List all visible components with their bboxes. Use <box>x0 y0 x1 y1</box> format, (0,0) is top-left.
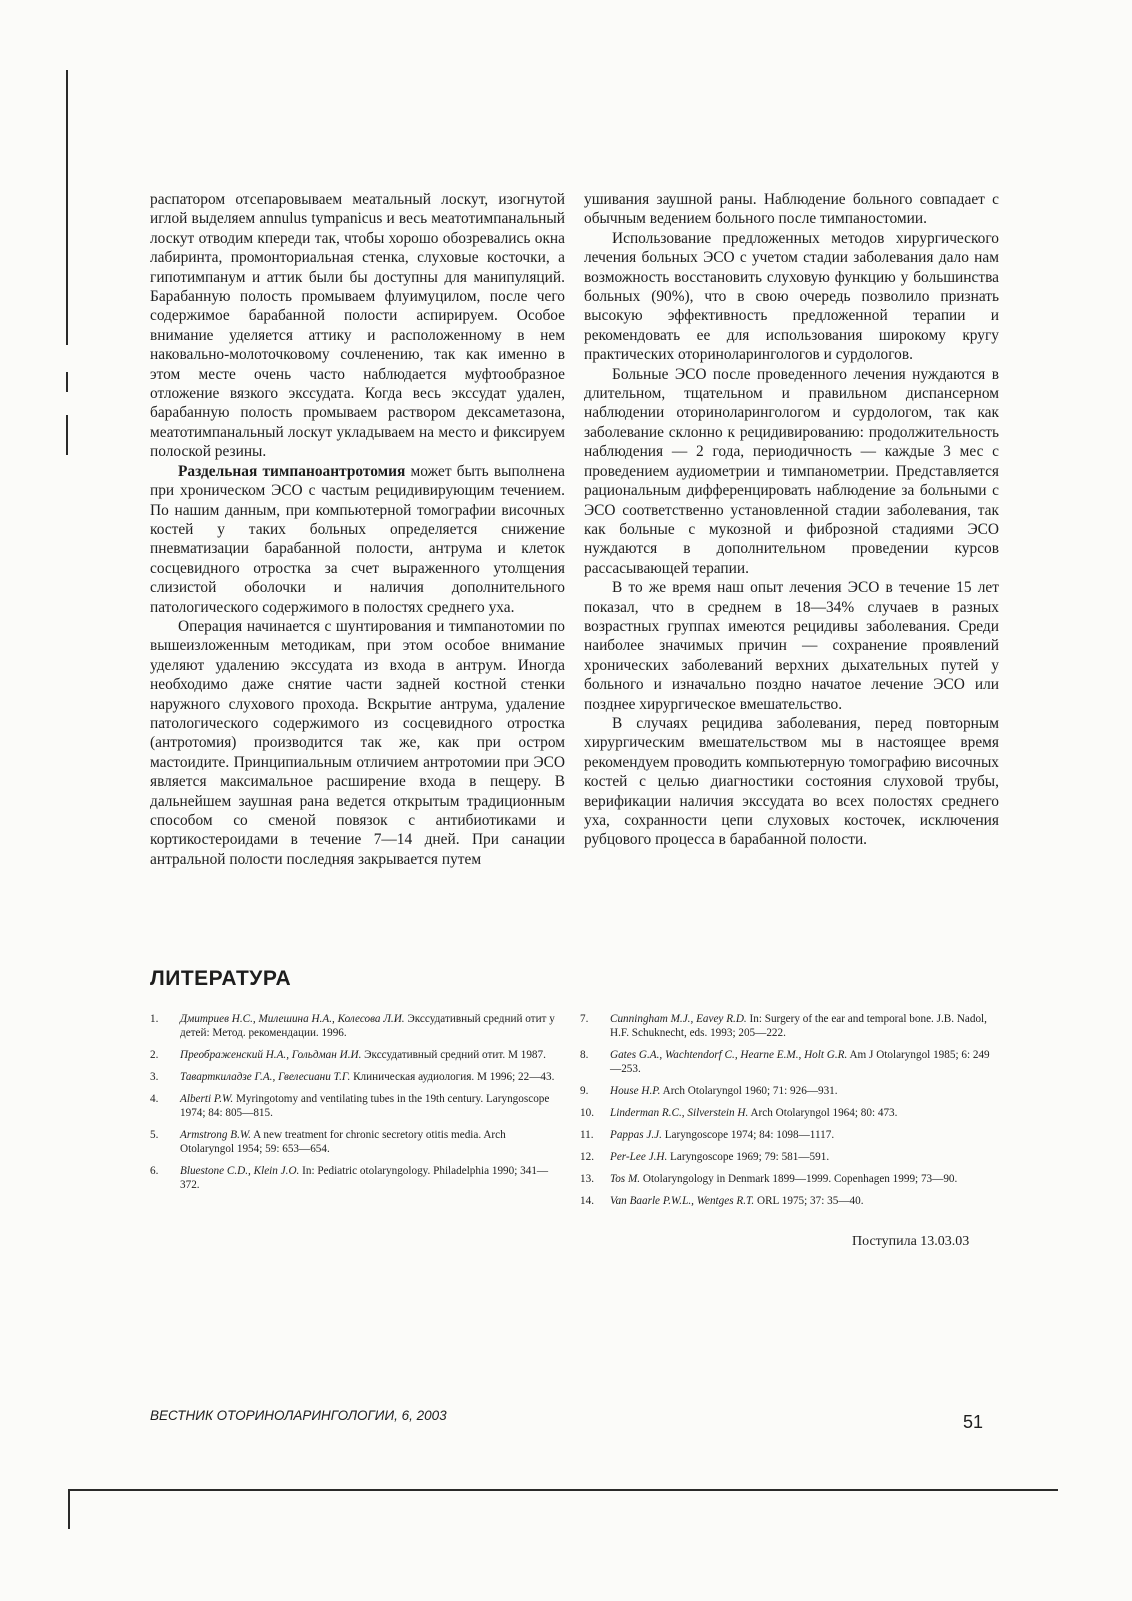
reference-authors: Linderman R.C., Silverstein H. <box>610 1107 749 1119</box>
reference-source: Myringotomy and ventilating tubes in the 19th century. Laryngoscope 1974; 84: 805—815. <box>180 1093 550 1119</box>
reference-authors: Alberti P.W. <box>180 1093 234 1105</box>
paragraph-text: В случаях рецидива заболевания, перед повторным хирургическим вмешательством мы в настоящее время рекомендуем проводить компьютерную томографию височных костей с целью диагностики состояния слуховой трубы, верификации наличия экссудата во всех полостях среднего уха, сохранности цепи слуховых косточек, исключения рубцового процесса в барабанной полости. <box>584 714 999 849</box>
reference-source: Arch Otolaryngol 1964; 80: 473. <box>748 1107 898 1119</box>
paragraph <box>584 714 999 850</box>
paragraph-text: Использование предложенных методов хирургического лечения больных ЭСО с учетом стадии заболевания дало нам возможность восстановить слуховую функцию у большинства больных (90%), что в свою очередь позволило признать высокую эффективность предложенной терапии и рекомендовать ее для использования широкому кругу практических оториноларингологов и сурдологов. <box>584 229 999 364</box>
reference-item <box>150 1012 560 1040</box>
reference-number: 13. <box>580 1173 594 1185</box>
reference-item <box>150 1128 560 1156</box>
paragraph <box>150 462 565 617</box>
paragraph-text: В то же время наш опыт лечения ЭСО в течение 15 лет показал, что в среднем в 18—34% случаев в разных возрастных группах имеются рецидивы заболевания. Среди наиболее значимых причин — сохранение проявлений хронических заболеваний верхних дыхательных путей у больного и изначально поздно начатое лечение ЭСО или позднее хирургическое вмешательство. <box>584 579 999 713</box>
reference-number: 3. <box>150 1071 159 1083</box>
paragraph <box>584 190 999 229</box>
paragraph-text: может быть выполнена при хроническом ЭСО с частым рецидивирующим течением. По нашим данным, при компьютерной томографии височных костей у таких больных определяется снижение пневматизации барабанной полости, антрума и клеток сосцевидного отростка за счет выраженного утолщения слизистой оболочки и наличия дополнительного патологического содержимого в полостях среднего уха. <box>150 462 565 616</box>
reference-authors: Pappas J.J. <box>610 1129 662 1141</box>
reference-item <box>580 1048 990 1076</box>
paragraph <box>584 578 999 714</box>
reference-number: 14. <box>580 1195 594 1207</box>
reference-item <box>580 1194 990 1208</box>
reference-source: Am J Otolaryngol 1985; 6: 249—253. <box>610 1049 990 1075</box>
reference-number: 8. <box>580 1049 589 1061</box>
reference-item <box>580 1106 990 1120</box>
reference-authors: Таварткиладзе Г.А., Гвелесиани Т.Г. <box>180 1071 351 1083</box>
paragraph-text: ушивания заушной раны. Наблюдение больного совпадает с обычным ведением больного после тимпаностомии. <box>584 191 999 228</box>
paragraph-text: Больные ЭСО после проведенного лечения нуждаются в длительном, тщательном и правильном диспансерном наблюдении оториноларингологом и сурдологом, так как заболевание склонно к рецидивированию: продолжительность наблюдения — 2 года, периодичность — каждые 3 мес с проведением аудиометрии и тимпанометрии. Представляется рациональным дифференцировать наблюдение за больными с ЭСО соответственно установленной стадии заболевания, так как больные с мукозной и фиброзной стадиями ЭСО нуждаются в дополнительном проведении курсов рассасывающей терапии. <box>584 365 999 577</box>
reference-authors: Cunningham M.J., Eavey R.D. <box>610 1013 747 1025</box>
reference-authors: Gates G.A., Wachtendorf C., Hearne E.M., Holt G.R. <box>610 1049 848 1061</box>
reference-source: Laryngoscope 1974; 84: 1098—1117. <box>661 1129 835 1141</box>
reference-source: Arch Otolaryngol 1960; 71: 926—931. <box>660 1085 838 1097</box>
lead-term: Раздельная тимпаноантротомия <box>178 462 406 480</box>
reference-item <box>150 1070 560 1084</box>
reference-item <box>150 1164 560 1192</box>
margin-mark <box>66 372 68 392</box>
reference-item <box>580 1084 990 1098</box>
reference-number: 1. <box>150 1013 159 1025</box>
reference-item <box>580 1172 990 1186</box>
reference-source: Laryngoscope 1969; 79: 581—591. <box>667 1151 830 1163</box>
references-list-left <box>150 1012 560 1200</box>
paragraph-text: распатором отсепаровываем меатальный лоскут, изогнутой иглой выделяем annulus tympanicus и весь меатотимпанальный лоскут отводим кпереди так, чтобы хорошо обозревались окна лабиринта, промонториальная стенка, слуховые косточки, а гипотимпанум и аттик были бы доступны для манипуляций. Барабанную полость промываем флуимуцилом, после чего содержимое барабанной полости аспирируем. Особое внимание уделяется аттику и расположенному в нем наковально-молоточковому сочленению, так как именно в этом месте очень часто наблюдается муфтообразное отложение вязкого экссудата. Когда весь экссудат удален, барабанную полость промываем раствором дексаметазона, меатотимпанальный лоскут укладываем на место и фиксируем полоской резины. <box>150 191 565 461</box>
reference-number: 2. <box>150 1049 159 1061</box>
text-column-left <box>150 190 565 869</box>
reference-item <box>150 1048 560 1062</box>
reference-authors: Bluestone C.D., Klein J.O. <box>180 1165 300 1177</box>
text-column-right <box>584 190 999 850</box>
paragraph <box>584 365 999 578</box>
bottom-rule <box>68 1489 1058 1491</box>
reference-authors: Armstrong B.W. <box>180 1129 251 1141</box>
bottom-corner-mark <box>68 1489 70 1529</box>
reference-number: 6. <box>150 1165 159 1177</box>
reference-source: A new treatment for chronic secretory otitis media. Arch Otolaryngol 1954; 59: 653—654. <box>180 1129 506 1155</box>
reference-source: In: Pediatric otolaryngology. Philadelphia 1990; 341—372. <box>180 1165 549 1191</box>
received-date: Поступила 13.03.03 <box>852 1234 970 1249</box>
reference-number: 10. <box>580 1107 594 1119</box>
reference-item <box>150 1092 560 1120</box>
reference-item <box>580 1128 990 1142</box>
reference-item <box>580 1012 990 1040</box>
paragraph <box>150 617 565 869</box>
reference-authors: Tos M. <box>610 1173 641 1185</box>
reference-source: Экссудативный средний отит у детей: Метод. рекомендации. 1996. <box>180 1013 555 1039</box>
reference-number: 9. <box>580 1085 589 1097</box>
paragraph-text: Операция начинается с шунтирования и тимпанотомии по вышеизложенным методикам, при этом особое внимание уделяют удалению экссудата из входа в антрум. Иногда необходимо даже снятие части задней костной стенки наружного слухового прохода. Вскрытие антрума, удаление патологического содержимого из сосцевидного отростка (антротомия) производится так же, как при остром мастоидите. Принципиальным отличием антротомии при ЭСО является максимальное расширение входа в пещеру. В дальнейшем заушная рана ведется открытым традиционным способом со сменой повязок с антибиотиками и кортикостероидами в течение 7—14 дней. При санации антральной полости последняя закрывается путем <box>150 617 565 868</box>
reference-authors: Преображенский Н.А., Гольдман И.И. <box>180 1049 362 1061</box>
reference-number: 7. <box>580 1013 589 1025</box>
footer-journal-title: ВЕСТНИК ОТОРИНОЛАРИНГОЛОГИИ, 6, 2003 <box>150 1408 447 1423</box>
margin-mark <box>66 70 68 345</box>
references-heading: ЛИТЕРАТУРА <box>150 967 292 990</box>
reference-source: Otolaryngology in Denmark 1899—1999. Copenhagen 1999; 73—90. <box>640 1173 958 1185</box>
reference-authors: Per-Lee J.H. <box>610 1151 668 1163</box>
reference-source: In: Surgery of the ear and temporal bone. J.B. Nadol, H.F. Schuknecht, eds. 1993; 205—222. <box>610 1013 987 1039</box>
reference-authors: House H.P. <box>610 1085 661 1097</box>
reference-source: ORL 1975; 37: 35—40. <box>754 1195 864 1207</box>
reference-source: Клиническая аудиология. М 1996; 22—43. <box>350 1071 555 1083</box>
reference-source: Экссудативный средний отит. М 1987. <box>361 1049 546 1061</box>
page-number: 51 <box>963 1412 984 1432</box>
reference-number: 11. <box>580 1129 594 1141</box>
reference-number: 12. <box>580 1151 594 1163</box>
reference-number: 4. <box>150 1093 159 1105</box>
margin-mark <box>66 415 68 455</box>
paragraph <box>584 229 999 365</box>
references-list-right <box>580 1012 990 1216</box>
reference-number: 5. <box>150 1129 159 1141</box>
reference-authors: Дмитриев Н.С., Милешина Н.А., Колесова Л.И. <box>180 1013 405 1025</box>
reference-item <box>580 1150 990 1164</box>
reference-authors: Van Baarle P.W.L., Wentges R.T. <box>610 1195 755 1207</box>
paragraph <box>150 190 565 462</box>
